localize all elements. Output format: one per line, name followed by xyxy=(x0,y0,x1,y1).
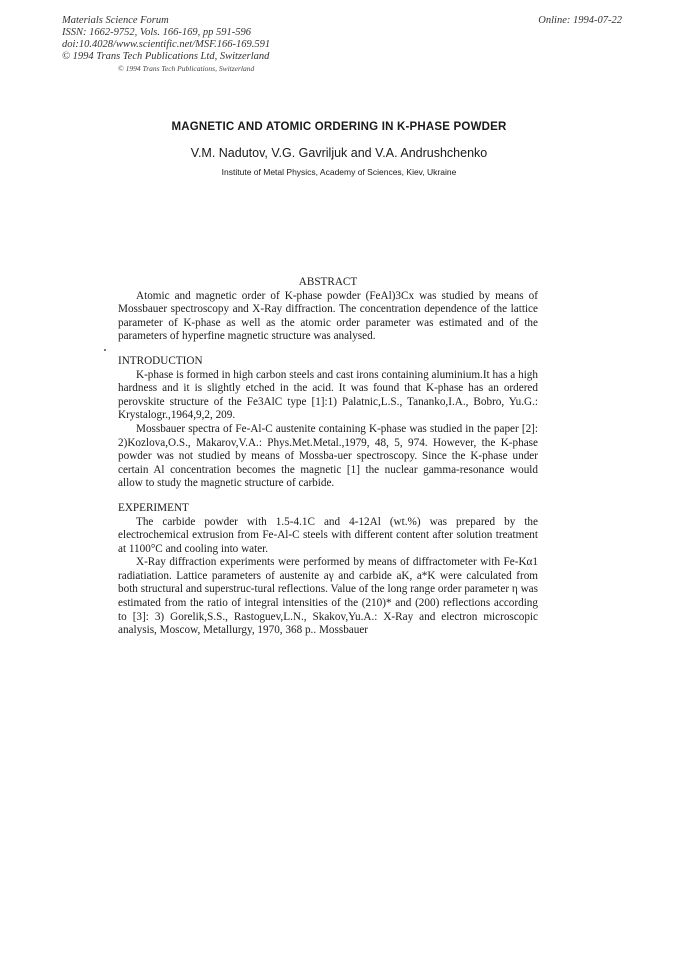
experiment-heading: EXPERIMENT xyxy=(118,501,189,514)
scan-speck xyxy=(104,349,106,351)
paper-affiliation: Institute of Metal Physics, Academy of Sciences, Kiev, Ukraine xyxy=(221,167,457,177)
issn-line: ISSN: 1662-9752, Vols. 166-169, pp 591-596 xyxy=(62,27,251,38)
experiment-paragraph: The carbide powder with 1.5-4.1C and 4-12Al (wt.%) was prepared by the electrochemical extrusion from Fe-Al-C steels with different content after solution treatment at 1100°C and cooling into water. xyxy=(118,515,538,555)
online-date: Online: 1994-07-22 xyxy=(538,15,622,26)
abstract-text: Atomic and magnetic order of K-phase powder (FeAl)3Cx was studied by means of Mossbauer spectroscopy and X-Ray diffraction. The concentration dependence of the lattice parameter of K-phase as well as the atomic order parameter was estimated and of the parameters of hyperfine magnetic structure was analysed. xyxy=(118,289,538,343)
journal-name: Materials Science Forum xyxy=(62,15,169,26)
abstract-heading: ABSTRACT xyxy=(298,276,358,288)
doi-line[interactable]: doi:10.4028/www.scientific.net/MSF.166-169.591 xyxy=(62,39,271,50)
paper-body xyxy=(118,276,538,638)
introduction-heading: INTRODUCTION xyxy=(118,354,203,367)
experiment-paragraph: X-Ray diffraction experiments were performed by means of diffractometer with Fe-Kα1 radiatiation. Lattice parameters of austenite aγ and carbide aK, a*K were calculated from both structural and superstruc-tural reflections. Value of the long range order parameter η was estimated from the ratio of integral intensities of the (210)* and (200) reflections according to [3]: 3) Gorelik,S.S., Rastoguev,L.N., Skakov,Yu.A.: X-Ray and electron microscopic analysis, Moscow, Metallurgy, 1970, 368 p.. Mossbauer xyxy=(118,556,538,637)
copyright-stamp: © 1994 Trans Tech Publications, Switzerland xyxy=(118,64,255,73)
introduction-paragraph: Mossbauer spectra of Fe-Al-C austenite containing K-phase was studied in the paper [2]: 2)Kozlova,O.S., Makarov,V.A.: Phys.Met.Metal.,1979, 48, 5, 974. However, the K-phase powder was not studied by means of Mossba-uer spectroscopy. Since the K-phase under certain Al concentration becomes the magnetic [1] the nuclear gamma-resonance would allow to study the magnetic structure of carbide. xyxy=(118,422,538,490)
paper-authors: V.M. Nadutov, V.G. Gavriljuk and V.A. Andrushchenko xyxy=(190,146,488,160)
copyright-line: © 1994 Trans Tech Publications Ltd, Switzerland xyxy=(62,51,270,62)
paper-title: MAGNETIC AND ATOMIC ORDERING IN K-PHASE POWDER xyxy=(171,121,507,133)
introduction-paragraph: K-phase is formed in high carbon steels and cast irons containing aluminium.It has a high hardness and it is slightly etched in the acid. It was found that K-phase has an ordered perovskite structure of the Fe3AlC type [1]:1) Palatnic,L.S., Tananko,I.A., Bobro, Yu.G.: Krystalogr.,1964,9,2, 209. xyxy=(118,368,538,422)
